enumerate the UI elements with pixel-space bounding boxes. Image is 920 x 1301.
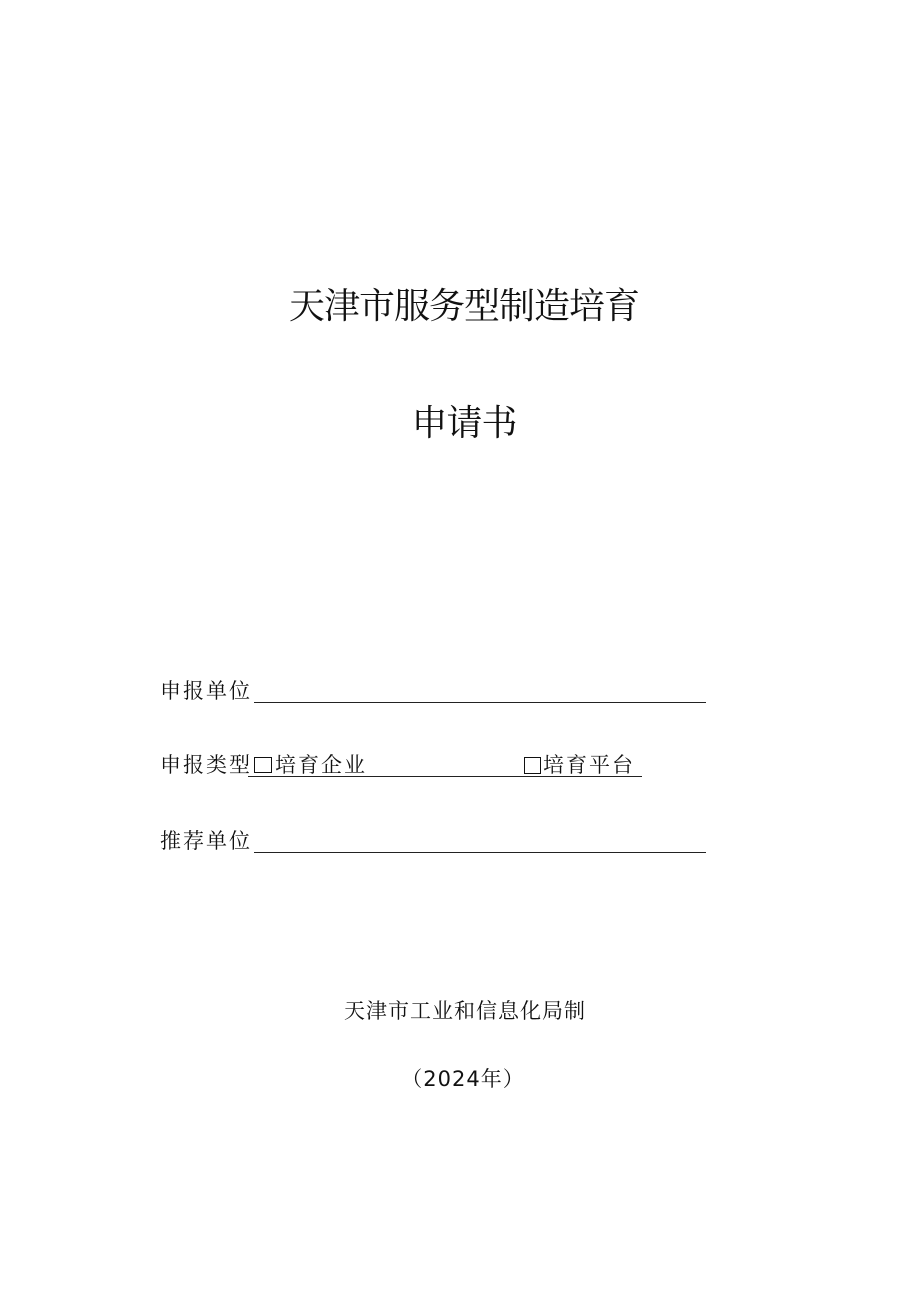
document-title-line1: 天津市服务型制造培育 bbox=[288, 286, 639, 327]
application-type-label: 申报类型 bbox=[160, 753, 252, 777]
document-title-line2: 申请书 bbox=[411, 403, 517, 444]
option-platform[interactable] bbox=[524, 750, 635, 780]
recommending-unit-label: 推荐单位 bbox=[160, 829, 252, 853]
option-platform-label: 培育平台 bbox=[543, 753, 635, 777]
option-enterprise-label: 培育企业 bbox=[275, 753, 367, 777]
checkbox-enterprise-icon[interactable] bbox=[254, 757, 272, 773]
recommending-unit-field[interactable] bbox=[254, 852, 706, 853]
option-enterprise[interactable] bbox=[254, 750, 367, 780]
checkbox-platform-icon[interactable] bbox=[524, 757, 541, 774]
year-text: （2024年） bbox=[401, 1067, 525, 1091]
issuer-text: 天津市工业和信息化局制 bbox=[344, 999, 586, 1023]
applicant-unit-field[interactable] bbox=[254, 702, 706, 703]
applicant-unit-label: 申报单位 bbox=[160, 679, 252, 703]
